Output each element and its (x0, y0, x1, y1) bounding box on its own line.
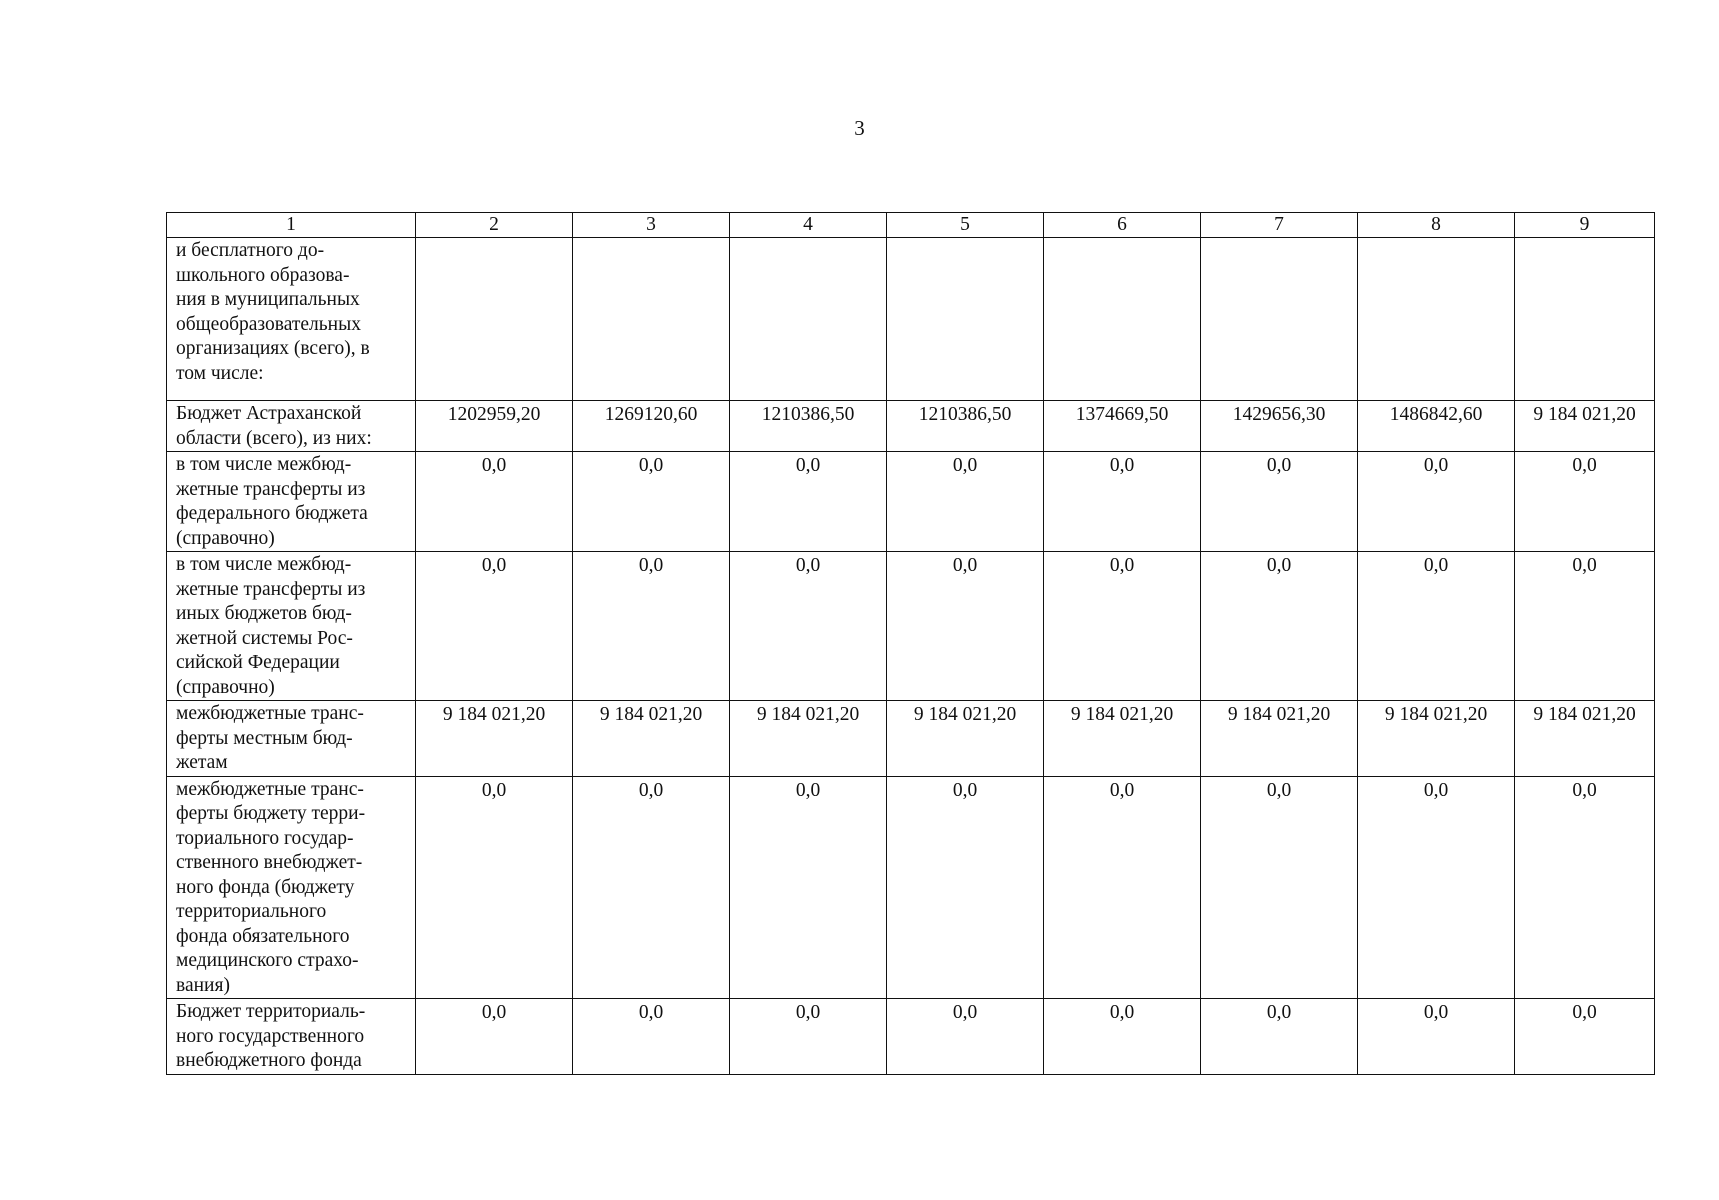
cell-value: 1202959,20 (416, 401, 573, 452)
cell-value: 9 184 021,20 (887, 701, 1044, 777)
cell-value: 9 184 021,20 (1044, 701, 1201, 777)
cell-value: 1429656,30 (1201, 401, 1358, 452)
cell-value (1044, 238, 1201, 401)
row-label: и бесплатного до- школьного образова- ния в муниципальных общеобразовательных организациях (всего), в том числе: (167, 238, 416, 401)
table-row (167, 238, 1655, 401)
cell-value: 9 184 021,20 (730, 701, 887, 777)
table-row (167, 701, 1655, 777)
header-row (167, 213, 1655, 238)
cell-value: 0,0 (887, 999, 1044, 1075)
cell-value: 0,0 (416, 999, 573, 1075)
row-label: в том числе межбюд- жетные трансферты из федерального бюджета (справочно) (167, 452, 416, 552)
cell-value: 0,0 (730, 999, 887, 1075)
cell-value: 0,0 (887, 776, 1044, 999)
cell-value: 9 184 021,20 (1358, 701, 1515, 777)
cell-value: 1210386,50 (730, 401, 887, 452)
cell-value: 0,0 (1515, 776, 1655, 999)
column-header-5: 5 (887, 213, 1044, 238)
cell-value: 0,0 (1044, 776, 1201, 999)
cell-value (416, 238, 573, 401)
table-row (167, 401, 1655, 452)
cell-value (887, 238, 1044, 401)
cell-value: 0,0 (1358, 452, 1515, 552)
cell-value: 1269120,60 (573, 401, 730, 452)
cell-value: 0,0 (1515, 999, 1655, 1075)
cell-value: 0,0 (573, 452, 730, 552)
column-header-1: 1 (167, 213, 416, 238)
row-label: Бюджет территориаль- ного государственного внебюджетного фонда (167, 999, 416, 1075)
cell-value: 0,0 (730, 552, 887, 701)
cell-value: 0,0 (416, 552, 573, 701)
cell-value: 0,0 (1515, 452, 1655, 552)
cell-value (1358, 238, 1515, 401)
cell-value: 0,0 (573, 999, 730, 1075)
table-row (167, 552, 1655, 701)
row-label: межбюджетные транс- ферты бюджету терри- ториального государ- ственного внебюджет- ного фонда (бюджету территориального фонда обязательного медицинского страхо- вания) (167, 776, 416, 999)
cell-value: 0,0 (1358, 999, 1515, 1075)
column-header-8: 8 (1358, 213, 1515, 238)
cell-value: 0,0 (1358, 776, 1515, 999)
cell-value: 1210386,50 (887, 401, 1044, 452)
row-label: Бюджет Астраханской области (всего), из них: (167, 401, 416, 452)
cell-value: 0,0 (1201, 776, 1358, 999)
cell-value: 0,0 (1515, 552, 1655, 701)
row-label: в том числе межбюд- жетные трансферты из иных бюджетов бюд- жетной системы Рос- сийской Федерации (справочно) (167, 552, 416, 701)
cell-value: 0,0 (887, 452, 1044, 552)
cell-value: 9 184 021,20 (1515, 701, 1655, 777)
cell-value: 1486842,60 (1358, 401, 1515, 452)
cell-value (730, 238, 887, 401)
cell-value: 9 184 021,20 (416, 701, 573, 777)
table-header (167, 213, 1655, 238)
cell-value: 0,0 (1358, 552, 1515, 701)
cell-value: 0,0 (887, 552, 1044, 701)
column-header-7: 7 (1201, 213, 1358, 238)
cell-value: 0,0 (1201, 552, 1358, 701)
cell-value: 0,0 (1044, 452, 1201, 552)
column-header-2: 2 (416, 213, 573, 238)
table-body (167, 238, 1655, 1075)
table-row (167, 999, 1655, 1075)
row-label: межбюджетные транс- ферты местным бюд- жетам (167, 701, 416, 777)
cell-value: 0,0 (1201, 999, 1358, 1075)
cell-value: 0,0 (573, 776, 730, 999)
cell-value: 0,0 (1201, 452, 1358, 552)
column-header-3: 3 (573, 213, 730, 238)
cell-value (573, 238, 730, 401)
cell-value: 9 184 021,20 (1515, 401, 1655, 452)
page-number: 3 (854, 116, 865, 140)
table-row (167, 452, 1655, 552)
cell-value: 9 184 021,20 (573, 701, 730, 777)
cell-value: 9 184 021,20 (1201, 701, 1358, 777)
cell-value: 0,0 (730, 776, 887, 999)
cell-value: 0,0 (730, 452, 887, 552)
cell-value (1515, 238, 1655, 401)
column-header-9: 9 (1515, 213, 1655, 238)
cell-value: 0,0 (1044, 999, 1201, 1075)
cell-value: 0,0 (416, 776, 573, 999)
cell-value: 1374669,50 (1044, 401, 1201, 452)
column-header-4: 4 (730, 213, 887, 238)
column-header-6: 6 (1044, 213, 1201, 238)
table-row (167, 776, 1655, 999)
cell-value: 0,0 (416, 452, 573, 552)
cell-value: 0,0 (573, 552, 730, 701)
cell-value (1201, 238, 1358, 401)
cell-value: 0,0 (1044, 552, 1201, 701)
budget-table (166, 212, 1655, 1075)
